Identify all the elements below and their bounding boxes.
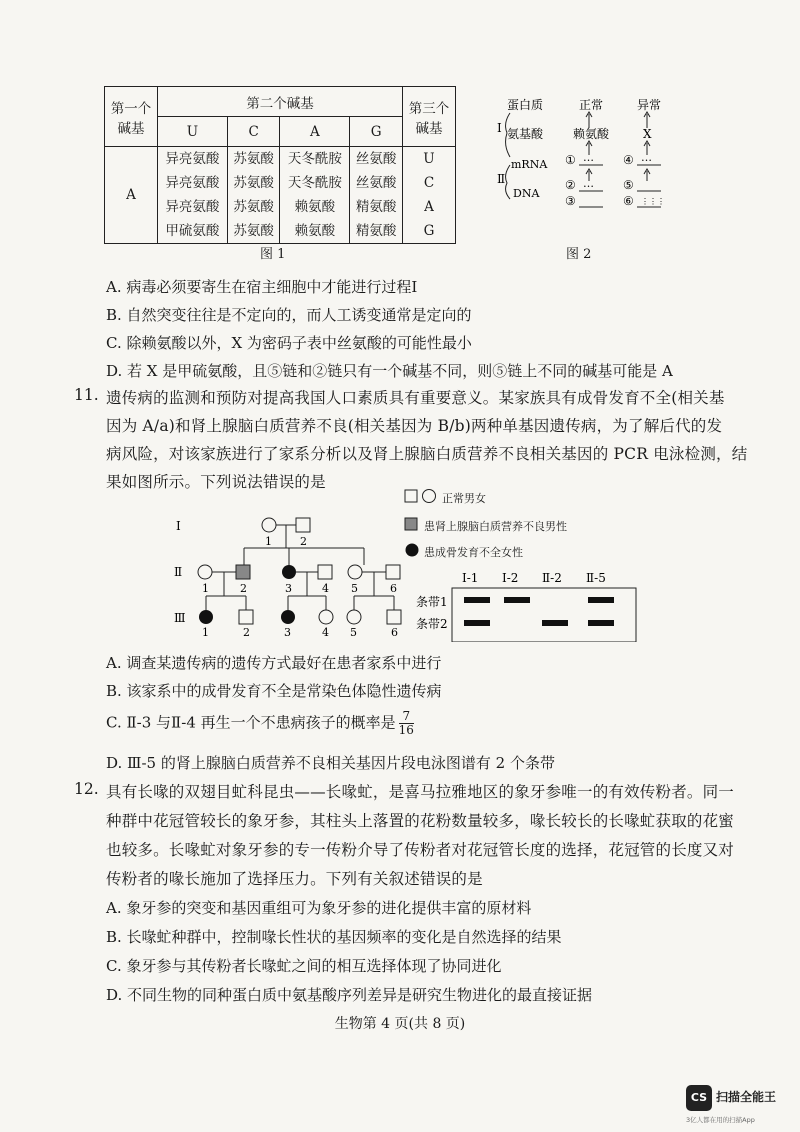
fig2-amino-label: 氨基酸	[507, 127, 544, 141]
cell-c-2: 苏氨酸	[233, 175, 274, 191]
cell-u-1: 异亮氨酸	[165, 151, 220, 167]
I-1-label: 1	[265, 535, 272, 548]
fig2-lys-label: 赖氨酸	[573, 127, 610, 141]
II-2-label: 2	[240, 582, 247, 595]
cell-u	[158, 147, 228, 244]
gel-lane-II-2: Ⅱ-2	[542, 571, 562, 585]
cell-third	[403, 147, 456, 244]
II-3-affected-female	[282, 565, 296, 579]
col-u: U	[158, 117, 228, 147]
header-first-base-line1: 第一个	[110, 100, 152, 117]
cell-a-1: 天冬酰胺	[287, 151, 342, 167]
cell-a	[280, 147, 350, 244]
fig2-dots-4: …	[641, 151, 652, 164]
cell-c	[227, 147, 280, 244]
fig2-x-label: X	[643, 127, 652, 141]
q11-option-c-text: C. Ⅱ-3 与Ⅱ-4 再生一个不患病孩子的概率是	[106, 713, 396, 732]
codon-table-figure	[104, 86, 456, 239]
legend-female-affected-label: 患成骨发育不全女性	[424, 546, 523, 559]
gel-lane-II-5: Ⅱ-5	[586, 571, 606, 585]
q12-stem-line-3: 也较多。长喙虻对象牙参的专一传粉介导了传粉者对花冠管长度的选择，花冠管的长度又对	[106, 841, 735, 859]
gen-III-label: Ⅲ	[174, 611, 186, 625]
cell-third-2: C	[423, 175, 435, 191]
scanner-name: 扫描全能王	[716, 1090, 777, 1104]
gel-band-II2-b2	[542, 620, 568, 626]
q11-option-d: D. Ⅲ-5 的肾上腺脑白质营养不良相关基因片段电泳图谱有 2 个条带	[106, 754, 555, 772]
fig2-dots-1: …	[583, 151, 594, 164]
gel-band-I1-b2	[464, 620, 490, 626]
fig2-mark-5: ⑤	[623, 178, 634, 192]
figure2-diagram	[495, 95, 675, 220]
III-1-label: 1	[202, 626, 209, 639]
q11-option-a: A. 调查某遗传病的遗传方式最好在患者家系中进行	[106, 654, 442, 672]
row-first-base: A	[105, 147, 158, 244]
q12-number: 12.	[74, 780, 99, 798]
cell-third-1: U	[423, 151, 435, 167]
q10-option-d: D. 若 X 是甲硫氨酸，且⑤链和②链只有一个碱基不同，则⑤链上不同的碱基可能是 A	[106, 362, 673, 380]
III-2-label: 2	[243, 626, 250, 639]
codon-table	[104, 86, 456, 244]
fig2-mark-4: ④	[623, 153, 634, 167]
gel-band-1-label: 条带1	[416, 595, 448, 609]
fig2-dots-2: …	[583, 177, 594, 190]
col-c: C	[227, 117, 280, 147]
fig2-mark-1: ①	[565, 153, 576, 167]
q11-number: 11.	[74, 386, 99, 404]
III-1-affected-female	[199, 610, 213, 624]
header-third-base	[403, 87, 456, 147]
fig2-mark-2: ②	[565, 178, 576, 192]
fig2-roman-1: I	[497, 121, 502, 135]
gel-band-II5-b1	[588, 597, 614, 603]
header-second-base: 第二个碱基	[158, 87, 403, 117]
gel-band-I1-b1	[464, 597, 490, 603]
fig2-brace-2	[506, 165, 510, 199]
cell-a-2: 天冬酰胺	[287, 175, 342, 191]
fig2-normal-label: 正常	[579, 98, 604, 112]
cell-a-4: 赖氨酸	[294, 223, 336, 239]
fraction-numerator: 7	[399, 710, 414, 724]
fig2-dna-label: DNA	[513, 187, 540, 200]
fig2-protein-label: 蛋白质	[507, 98, 544, 112]
q11-stem-line-1: 遗传病的监测和预防对提高我国人口素质具有重要意义。某家族具有成骨发育不全(相关基	[106, 389, 725, 407]
gel-frame	[452, 588, 636, 642]
scanner-logo-icon: CS	[686, 1085, 712, 1111]
q12-option-b: B. 长喙虻种群中，控制喙长性状的基因频率的变化是自然选择的结果	[106, 928, 562, 946]
II-1-normal-female	[198, 565, 212, 579]
III-6-label: 6	[391, 626, 398, 639]
cell-c-4: 苏氨酸	[233, 223, 274, 239]
fig2-mark-6: ⑥	[623, 194, 634, 208]
header-first-base-line2: 碱基	[117, 120, 145, 137]
figure1-caption: 图 1	[260, 247, 286, 262]
cell-c-1: 苏氨酸	[233, 151, 274, 167]
II-6-normal-male	[386, 565, 400, 579]
col-a: A	[280, 117, 350, 147]
gel-lane-I-2: I-2	[502, 571, 519, 585]
figure2-caption: 图 2	[566, 247, 592, 262]
legend-male-affected-label: 患肾上腺脑白质营养不良男性	[424, 520, 567, 533]
q10-option-c: C. 除赖氨酸以外，X 为密码子表中丝氨酸的可能性最小	[106, 334, 472, 352]
cell-u-4: 甲硫氨酸	[165, 223, 220, 239]
II-5-normal-female	[348, 565, 362, 579]
pedigree-chart	[170, 512, 410, 642]
page-footer: 生物第 4 页(共 8 页)	[334, 1016, 466, 1032]
cell-a-3: 赖氨酸	[294, 199, 336, 215]
q12-option-c: C. 象牙参与其传粉者长喙虻之间的相互选择体现了协同进化	[106, 957, 502, 975]
III-6-normal-male	[387, 610, 401, 624]
scanner-tagline: 3亿人都在用的扫描App	[686, 1116, 755, 1124]
cell-c-3: 苏氨酸	[233, 199, 274, 215]
cell-third-3: A	[424, 199, 434, 215]
I-2-normal-male	[296, 518, 310, 532]
q11-option-c	[106, 710, 414, 737]
q11-stem-line-2: 因为 A/a)和肾上腺脑白质营养不良(相关基因为 B/b)两种单基因遗传病，为了解后代的发	[106, 417, 723, 435]
fraction-denominator: 16	[398, 723, 414, 737]
cell-g	[350, 147, 403, 244]
II-2-affected-male	[236, 565, 250, 579]
fig2-mrna-label: mRNA	[511, 158, 548, 171]
III-3-label: 3	[284, 626, 291, 639]
q11-stem-line-3: 病风险，对该家族进行了家系分析以及肾上腺脑白质营养不良相关基因的 PCR 电泳检测，结	[106, 445, 748, 463]
fig2-dots-6: ⋮⋮⋮	[641, 197, 665, 206]
q10-option-a: A. 病毒必须要寄生在宿主细胞中才能进行过程Ⅰ	[106, 278, 418, 296]
fig2-mark-3: ③	[565, 194, 576, 208]
q10-option-b: B. 自然突变往往是不定向的，而人工诱变通常是定向的	[106, 306, 472, 324]
II-4-label: 4	[322, 582, 329, 595]
legend-normal-label: 正常男女	[442, 492, 486, 505]
III-4-normal-female	[319, 610, 333, 624]
q12-stem-line-2: 种群中花冠管较长的象牙参，其柱头上落置的花粉数量较多，喙长较长的长喙虻获取的花蜜	[106, 812, 735, 830]
cell-third-4: G	[423, 223, 435, 239]
header-first-base	[105, 87, 158, 147]
gel-lane-I-1: I-1	[462, 571, 479, 585]
q12-stem-line-4: 传粉者的喙长施加了选择压力。下列有关叙述错误的是	[106, 870, 483, 888]
gel-band-2-label: 条带2	[416, 617, 448, 631]
III-5-normal-female	[347, 610, 361, 624]
cell-g-4: 精氨酸	[355, 223, 397, 239]
II-5-label: 5	[351, 582, 358, 595]
cell-g-1: 丝氨酸	[355, 151, 397, 167]
I-2-label: 2	[300, 535, 307, 548]
III-2-normal-male	[239, 610, 253, 624]
legend-normal-female-symbol	[423, 490, 436, 503]
legend-normal-male-symbol	[405, 490, 417, 502]
I-1-normal-female	[262, 518, 276, 532]
q12-option-d: D. 不同生物的同种蛋白质中氨基酸序列差异是研究生物进化的最直接证据	[106, 986, 593, 1004]
electrophoresis-gel	[416, 568, 650, 642]
q11-stem-line-4: 果如图所示。下列说法错误的是	[106, 473, 326, 491]
gel-band-I2-b1	[504, 597, 530, 603]
header-third-base-line1: 第三个	[408, 100, 450, 117]
II-3-label: 3	[285, 582, 292, 595]
III-5-label: 5	[350, 626, 357, 639]
scanner-watermark	[686, 1085, 796, 1125]
cell-g-2: 丝氨酸	[355, 175, 397, 191]
q11-option-b: B. 该家系中的成骨发育不全是常染色体隐性遗传病	[106, 682, 442, 700]
fig2-roman-2: Ⅱ	[497, 172, 506, 186]
gen-I-label: I	[176, 519, 181, 533]
II-4-normal-male	[318, 565, 332, 579]
cell-u-3: 异亮氨酸	[165, 199, 220, 215]
III-4-label: 4	[322, 626, 329, 639]
fig2-abnormal-label: 异常	[637, 98, 662, 112]
cell-u-2: 异亮氨酸	[165, 175, 220, 191]
q11-option-c-fraction	[399, 710, 414, 737]
q12-option-a: A. 象牙参的突变和基因重组可为象牙参的进化提供丰富的原材料	[106, 899, 532, 917]
col-g: G	[350, 117, 403, 147]
header-third-base-line2: 碱基	[415, 120, 443, 137]
II-6-label: 6	[390, 582, 397, 595]
gen-II-label: Ⅱ	[174, 565, 183, 579]
II-1-label: 1	[202, 582, 209, 595]
q12-stem-line-1: 具有长喙的双翅目虻科昆虫——长喙虻，是喜马拉雅地区的象牙参唯一的有效传粉者。同一	[106, 783, 735, 801]
III-3-affected-female	[281, 610, 295, 624]
cell-g-3: 精氨酸	[355, 199, 397, 215]
gel-band-II5-b2	[588, 620, 614, 626]
